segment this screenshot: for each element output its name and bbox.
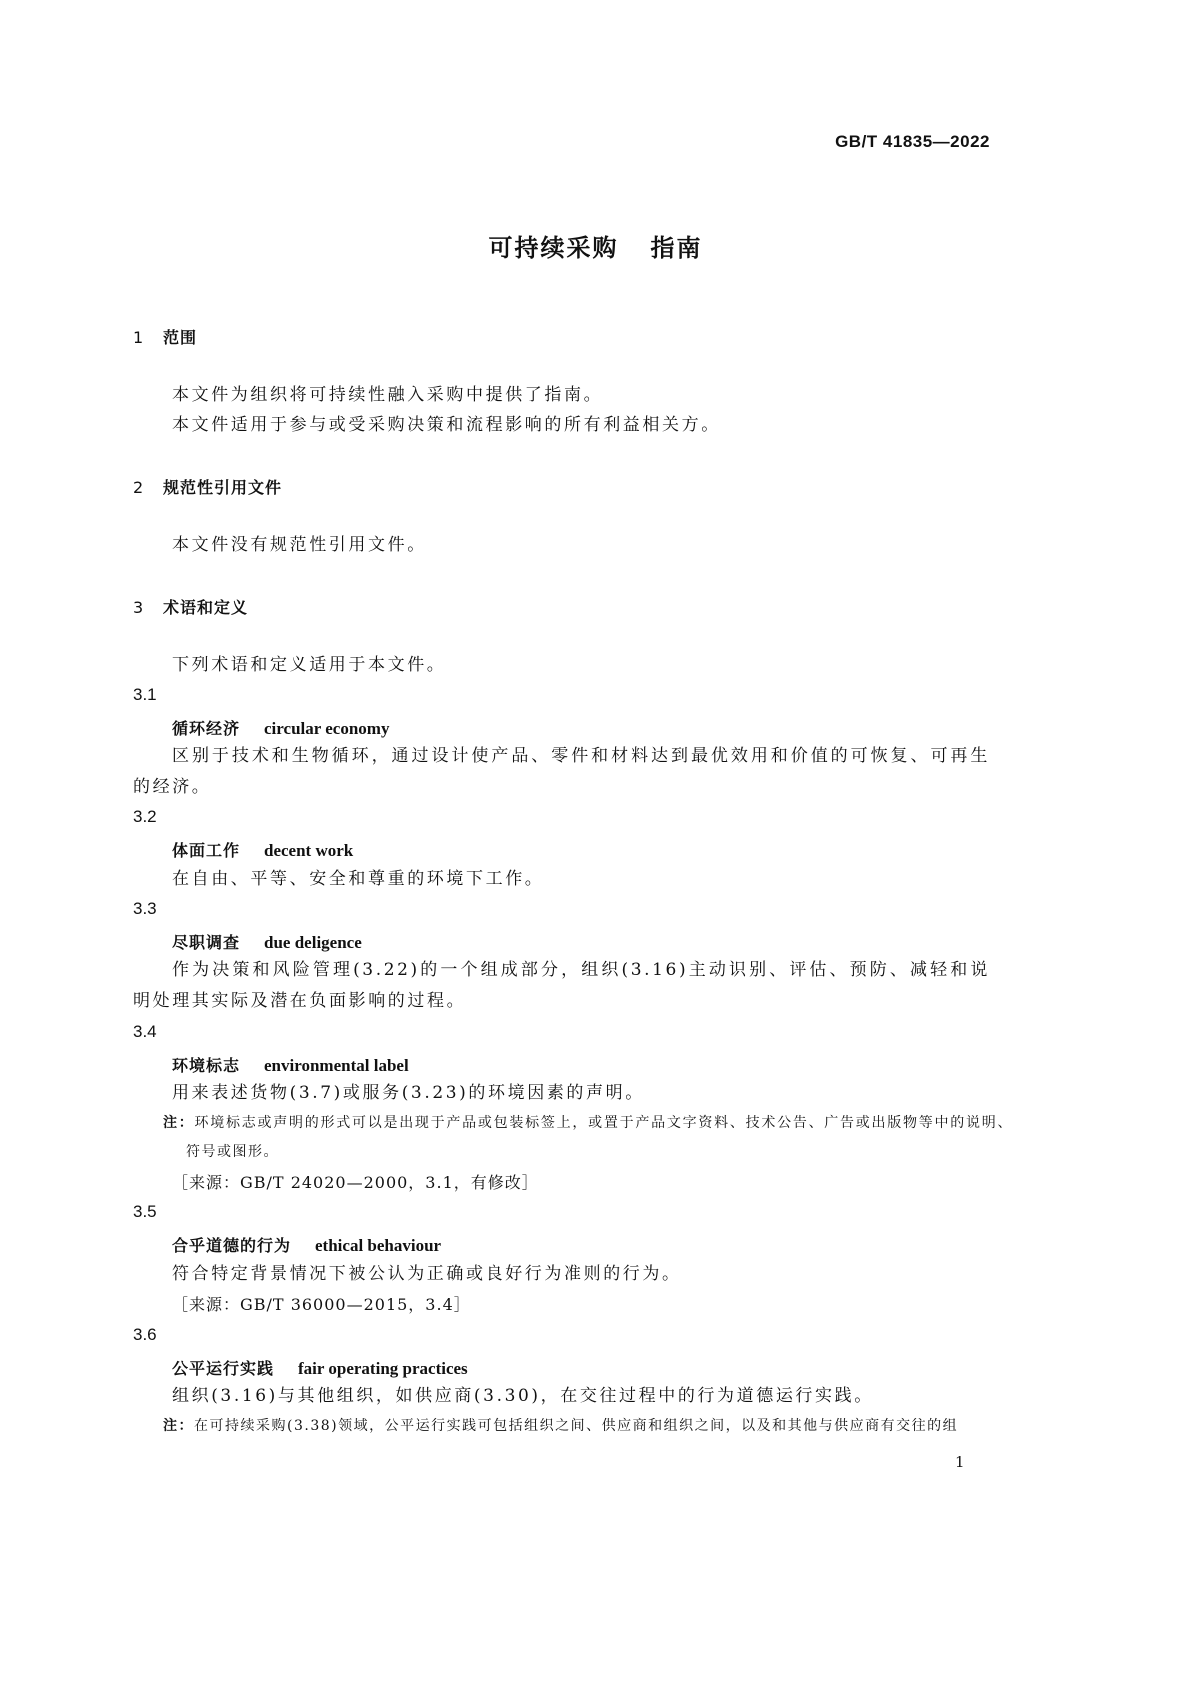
term-en: ethical behaviour	[315, 1236, 442, 1255]
term-heading	[172, 1356, 468, 1379]
term-zh: 尽职调查	[172, 933, 241, 952]
term-en: due deligence	[264, 933, 362, 952]
term-heading	[172, 716, 389, 739]
term-heading	[172, 838, 353, 861]
term-number: 3.3	[133, 899, 157, 918]
term-number: 3.2	[133, 807, 157, 826]
section-title: 规范性引用文件	[163, 478, 283, 497]
page-title	[0, 228, 1191, 263]
title-part2: 指南	[650, 234, 703, 262]
term-definition: 组织(3.16)与其他组织，如供应商(3.30)，在交往过程中的行为道德运行实践。	[172, 1386, 874, 1406]
source-citation: ［来源：GB/T 24020—2000，3.1，有修改］	[172, 1173, 539, 1192]
source-citation: ［来源：GB/T 36000—2015，3.4］	[172, 1295, 471, 1314]
section-number: 3	[133, 598, 145, 617]
note-text: 在可持续采购(3.38)领域，公平运行实践可包括组织之间、供应商和组织之间，以及和其他与供应商有交往的组	[194, 1418, 959, 1434]
section-number: 2	[133, 478, 145, 497]
term-zh: 公平运行实践	[172, 1359, 275, 1378]
term-zh: 循环经济	[172, 719, 241, 738]
term-definition: 用来表述货物(3.7)或服务(3.23)的环境因素的声明。	[172, 1083, 645, 1103]
note-label: 注：	[163, 1115, 195, 1131]
page-number: 1	[955, 1453, 965, 1471]
term-en: circular economy	[264, 719, 390, 738]
standard-number: GB/T 41835—2022	[835, 132, 990, 151]
title-part1: 可持续采购	[488, 234, 619, 262]
section-heading-2	[133, 475, 282, 498]
section-heading-1	[133, 325, 197, 348]
term-number: 3.4	[133, 1022, 157, 1041]
section-heading-3	[133, 595, 248, 618]
paragraph: 下列术语和定义适用于本文件。	[172, 655, 447, 675]
note	[163, 1109, 1013, 1167]
term-zh: 体面工作	[172, 841, 241, 860]
section-number: 1	[133, 328, 145, 347]
term-definition: 在自由、平等、安全和尊重的环境下工作。	[172, 869, 545, 889]
note-label: 注：	[163, 1418, 194, 1434]
term-number: 3.6	[133, 1325, 157, 1344]
term-heading	[172, 930, 362, 953]
term-en: decent work	[264, 841, 354, 860]
note	[163, 1412, 1013, 1441]
section-title: 范围	[163, 328, 198, 347]
section-title: 术语和定义	[163, 598, 249, 617]
paragraph: 本文件没有规范性引用文件。	[172, 535, 427, 555]
term-en: fair operating practices	[298, 1359, 468, 1378]
term-en: environmental label	[264, 1056, 409, 1075]
term-number: 3.5	[133, 1202, 157, 1221]
term-number: 3.1	[133, 685, 157, 704]
term-definition: 符合特定背景情况下被公认为正确或良好行为准则的行为。	[172, 1264, 682, 1284]
paragraph: 本文件为组织将可持续性融入采购中提供了指南。	[172, 385, 604, 405]
term-zh: 环境标志	[172, 1056, 241, 1075]
term-zh: 合乎道德的行为	[172, 1236, 292, 1255]
term-definition: 区别于技术和生物循环，通过设计使产品、零件和材料达到最优效用和价值的可恢复、可再生的经济。	[133, 746, 990, 797]
note-text: 环境标志或声明的形式可以是出现于产品或包装标签上，或置于产品文字资料、技术公告、广告或出版物等中的说明、符号或图形。	[186, 1115, 1014, 1160]
term-heading	[172, 1053, 409, 1076]
term-definition: 作为决策和风险管理(3.22)的一个组成部分，组织(3.16)主动识别、评估、预防、减轻和说明处理其实际及潜在负面影响的过程。	[133, 960, 990, 1011]
paragraph: 本文件适用于参与或受采购决策和流程影响的所有利益相关方。	[172, 415, 721, 435]
term-heading	[172, 1233, 441, 1256]
